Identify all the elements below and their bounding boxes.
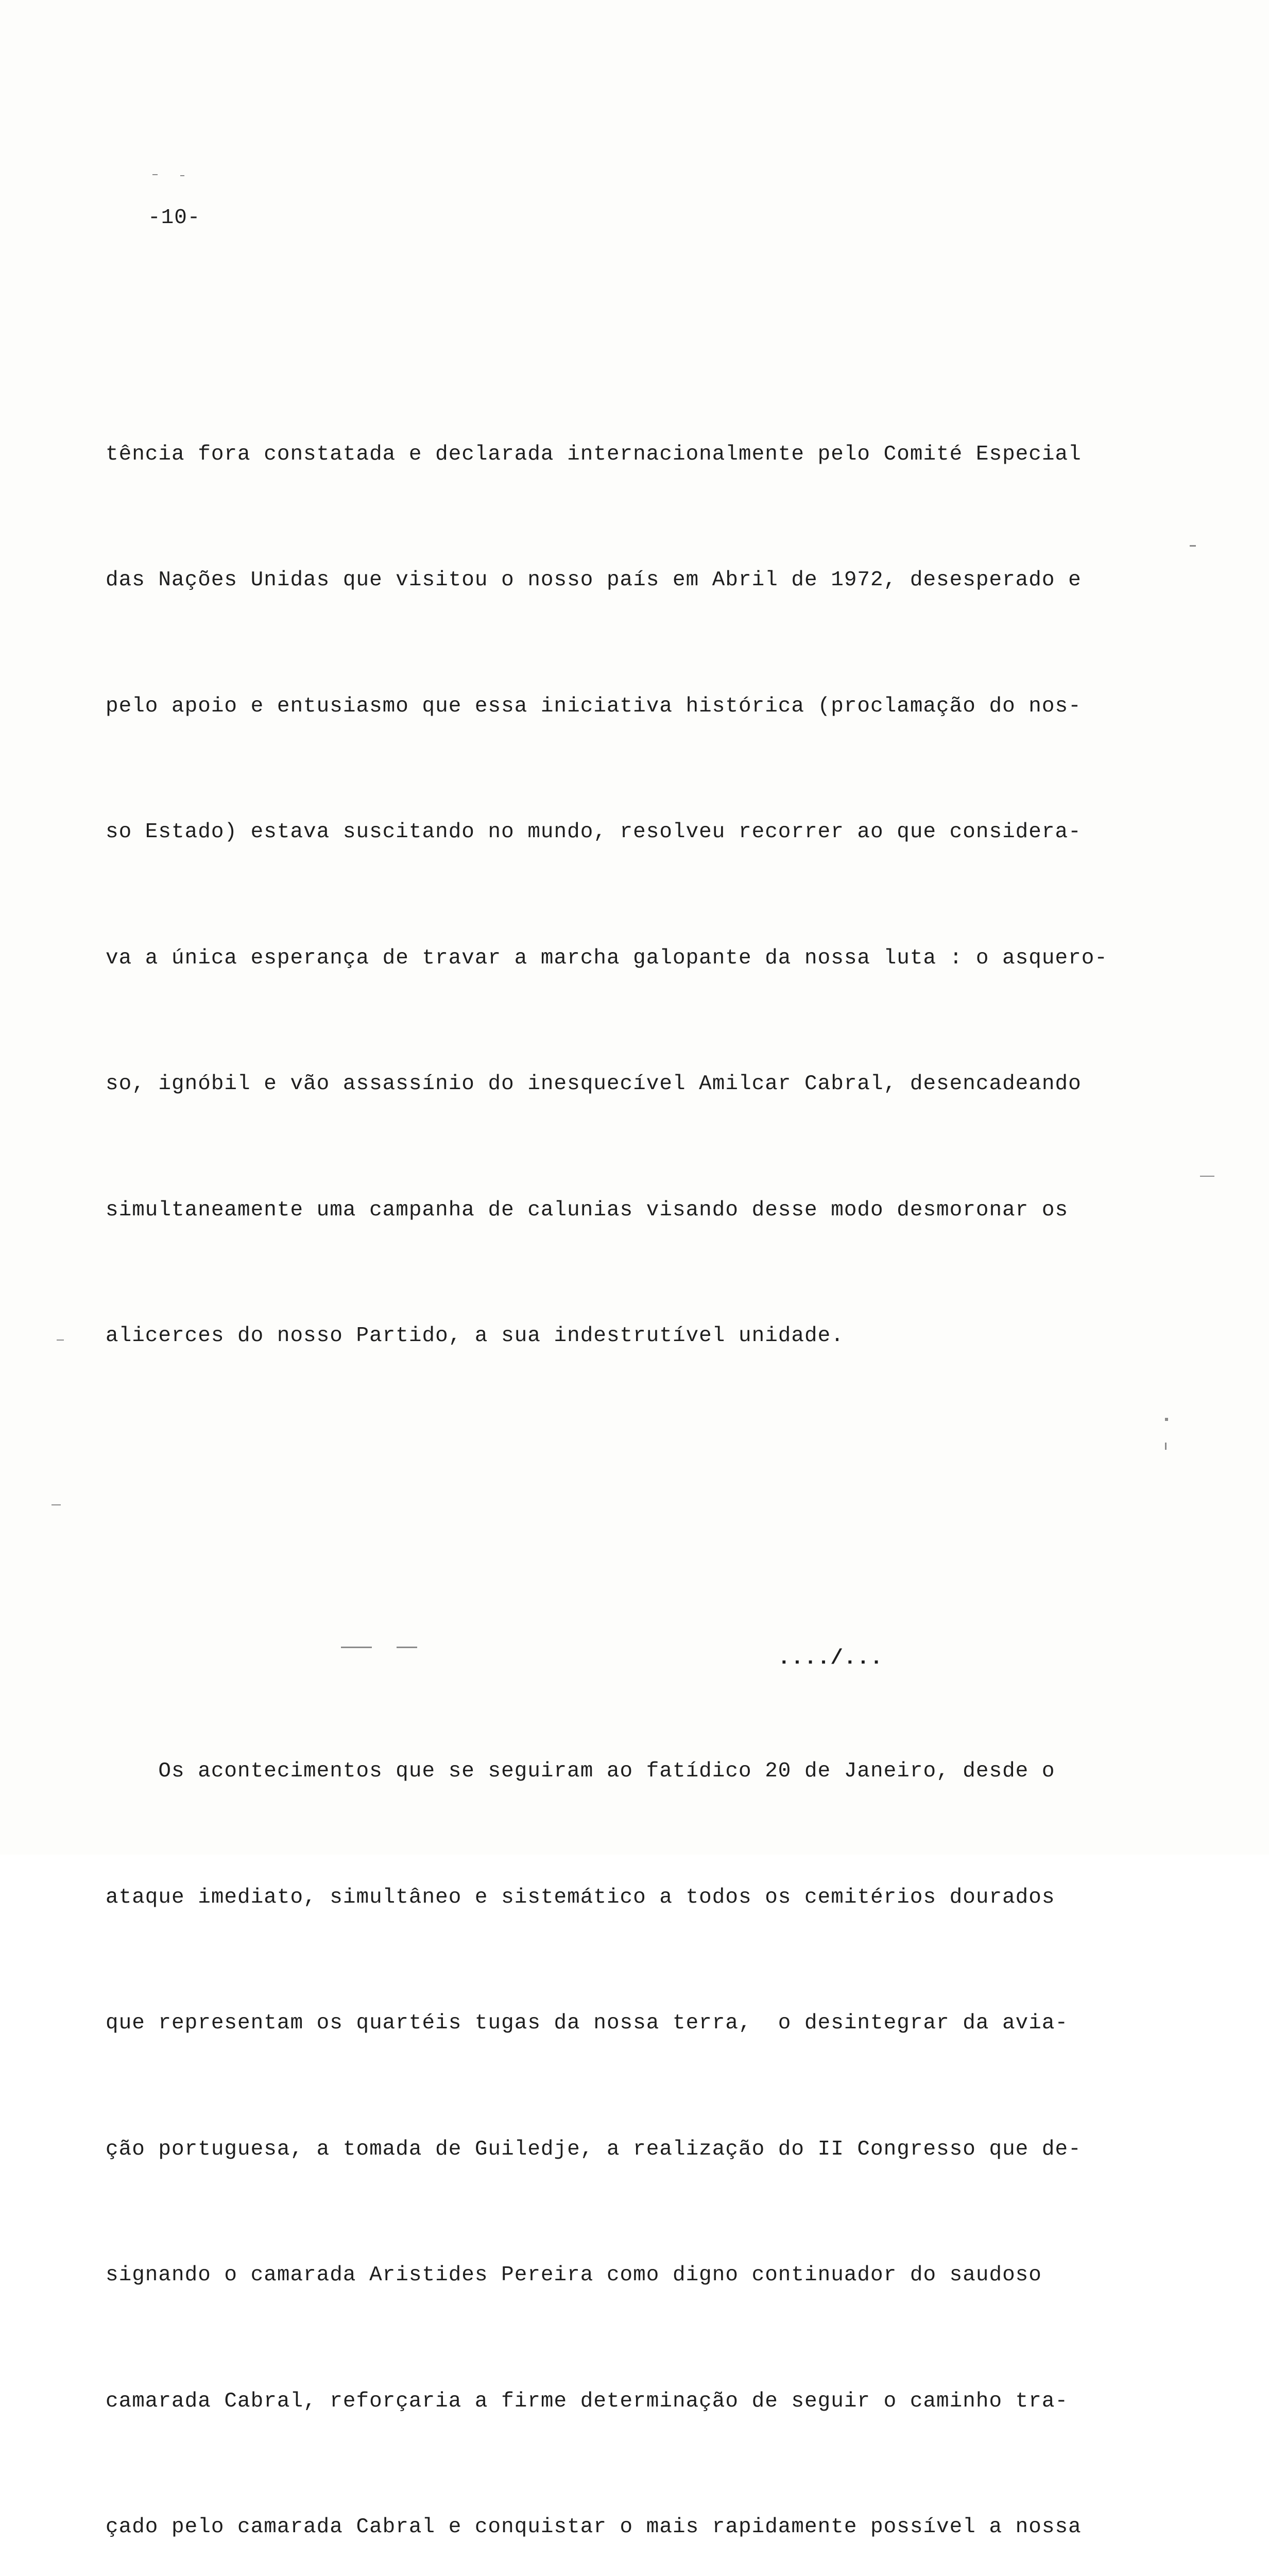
scan-speck bbox=[1165, 1443, 1167, 1450]
text-line: signando o camarada Aristides Pereira como digno continuador do saudoso bbox=[106, 2263, 1042, 2287]
scan-speck bbox=[1200, 1176, 1214, 1177]
paragraph-gap bbox=[106, 1526, 1136, 1541]
scan-speck bbox=[180, 175, 184, 176]
text-line: simultaneamente uma campanha de calunias visando desse modo desmoronar os bbox=[106, 1198, 1069, 1222]
scan-speck bbox=[57, 1340, 64, 1341]
text-line: alicerces do nosso Partido, a sua indestrutível unidade. bbox=[106, 1324, 844, 1348]
continuation-mark: ..../... bbox=[778, 1647, 883, 1670]
text-line: pelo apoio e entusiasmo que essa iniciativa histórica (proclamação do nos- bbox=[106, 694, 1082, 718]
text-line: ção portuguesa, a tomada de Guiledje, a realização do II Congresso que de- bbox=[106, 2137, 1082, 2161]
text-line: çado pelo camarada Cabral e conquistar o mais rapidamente possível a nossa bbox=[106, 2515, 1082, 2539]
text-line: va a única esperança de travar a marcha galopante da nossa luta : o asquero- bbox=[106, 946, 1108, 970]
scan-speck bbox=[52, 1504, 61, 1505]
text-line: tência fora constatada e declarada internacionalmente pelo Comité Especial bbox=[106, 442, 1082, 466]
text-line: das Nações Unidas que visitou o nosso país em Abril de 1972, desesperado e bbox=[106, 568, 1082, 592]
paragraph-2 bbox=[106, 1667, 1136, 2576]
scan-speck bbox=[341, 1647, 372, 1648]
scan-speck bbox=[1165, 1418, 1168, 1421]
text-line: ataque imediato, simultâneo e sistemático a todos os cemitérios dourados bbox=[106, 1885, 1055, 1909]
text-line: que representam os quartéis tugas da nossa terra, o desintegrar da avia- bbox=[106, 2011, 1069, 2035]
scan-speck bbox=[397, 1647, 417, 1648]
text-line: Os acontecimentos que se seguiram ao fatídico 20 de Janeiro, desde o bbox=[106, 1759, 1055, 1783]
scan-speck bbox=[152, 174, 158, 175]
paragraph-1 bbox=[106, 350, 1136, 1442]
scan-speck bbox=[1190, 545, 1196, 547]
text-line: so Estado) estava suscitando no mundo, resolveu recorrer ao que considera- bbox=[106, 820, 1082, 844]
text-line: so, ignóbil e vão assassínio do inesquecível Amilcar Cabral, desencadeando bbox=[106, 1072, 1082, 1096]
page-number: -10- bbox=[148, 206, 201, 230]
text-line: camarada Cabral, reforçaria a firme determinação de seguir o caminho tra- bbox=[106, 2389, 1069, 2413]
body-text bbox=[106, 224, 1136, 2576]
